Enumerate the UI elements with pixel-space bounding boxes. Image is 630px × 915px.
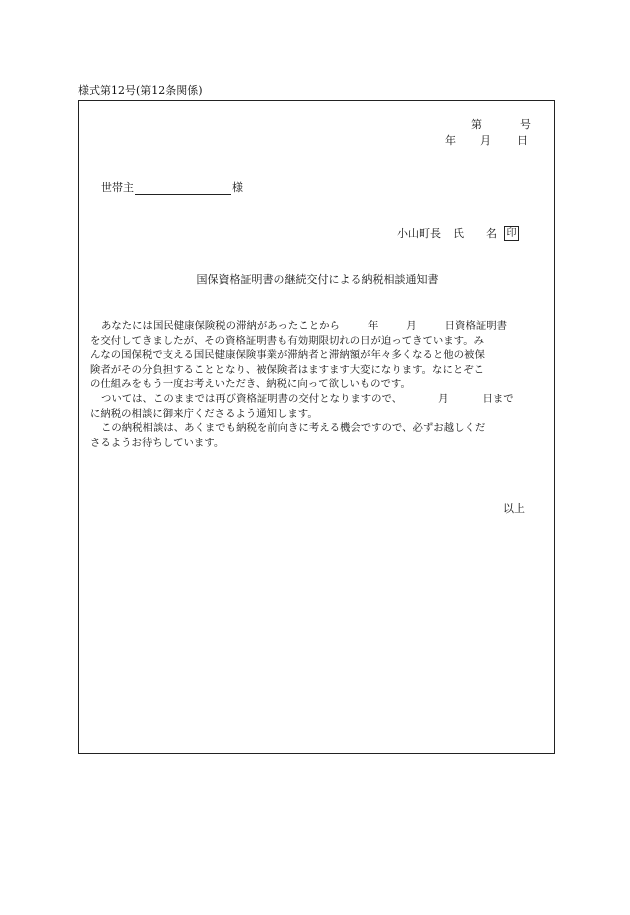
- body-line: を交付してきましたが、その資格証明書も有効期限切れの日が迫ってきています。み: [90, 334, 485, 347]
- body-line: んなの国保税で支える国民健康保険事業が滞納者と滞納額が年々多くなると他の被保: [90, 349, 485, 362]
- form-number-label: 様式第12号(第12条関係): [78, 84, 203, 97]
- body-line: この納税相談は、あくまでも納税を前向きに考える機会ですので、必ずお越しくだ: [101, 422, 486, 435]
- recipient-line: [101, 181, 243, 195]
- body-text: [90, 319, 548, 450]
- date-month-label: 月: [480, 134, 491, 147]
- body-line: さるようお待ちしています。: [90, 436, 225, 449]
- issuer-name-part1: 氏: [453, 226, 464, 240]
- seal-box: 印: [504, 226, 519, 241]
- recipient-name-blank: [135, 182, 231, 195]
- issuer-name-part2: 名: [486, 226, 497, 240]
- number-suffix: 号: [520, 118, 531, 131]
- date-year-label: 年: [445, 134, 456, 147]
- number-prefix: 第: [471, 118, 482, 131]
- issuer-title: 小山町長: [397, 226, 441, 240]
- body-line: に納税の相談に御来庁くださるよう通知します。: [90, 407, 318, 420]
- body-line: の仕組みをもう一度お考えいただき、納税に向って欲しいものです。: [90, 378, 411, 391]
- recipient-suffix: 様: [232, 181, 243, 194]
- document-title: 国保資格証明書の継続交付による納税相談通知書: [196, 273, 439, 286]
- closing-text: 以上: [503, 502, 525, 515]
- body-line: 険者がその分負担することとなり、被保険者はますます大変になります。なにとぞこ: [90, 363, 485, 376]
- date-day-label: 日: [517, 134, 528, 147]
- body-line: あなたには国民健康保険税の滞納があったことから 年 月 日資格証明書: [101, 320, 508, 332]
- body-line: ついては、このままでは再び資格証明書の交付となりますので、 月 日まで: [101, 392, 514, 405]
- document-frame: [78, 100, 555, 754]
- recipient-label: 世帯主: [101, 181, 134, 194]
- issuer-line: [397, 226, 519, 241]
